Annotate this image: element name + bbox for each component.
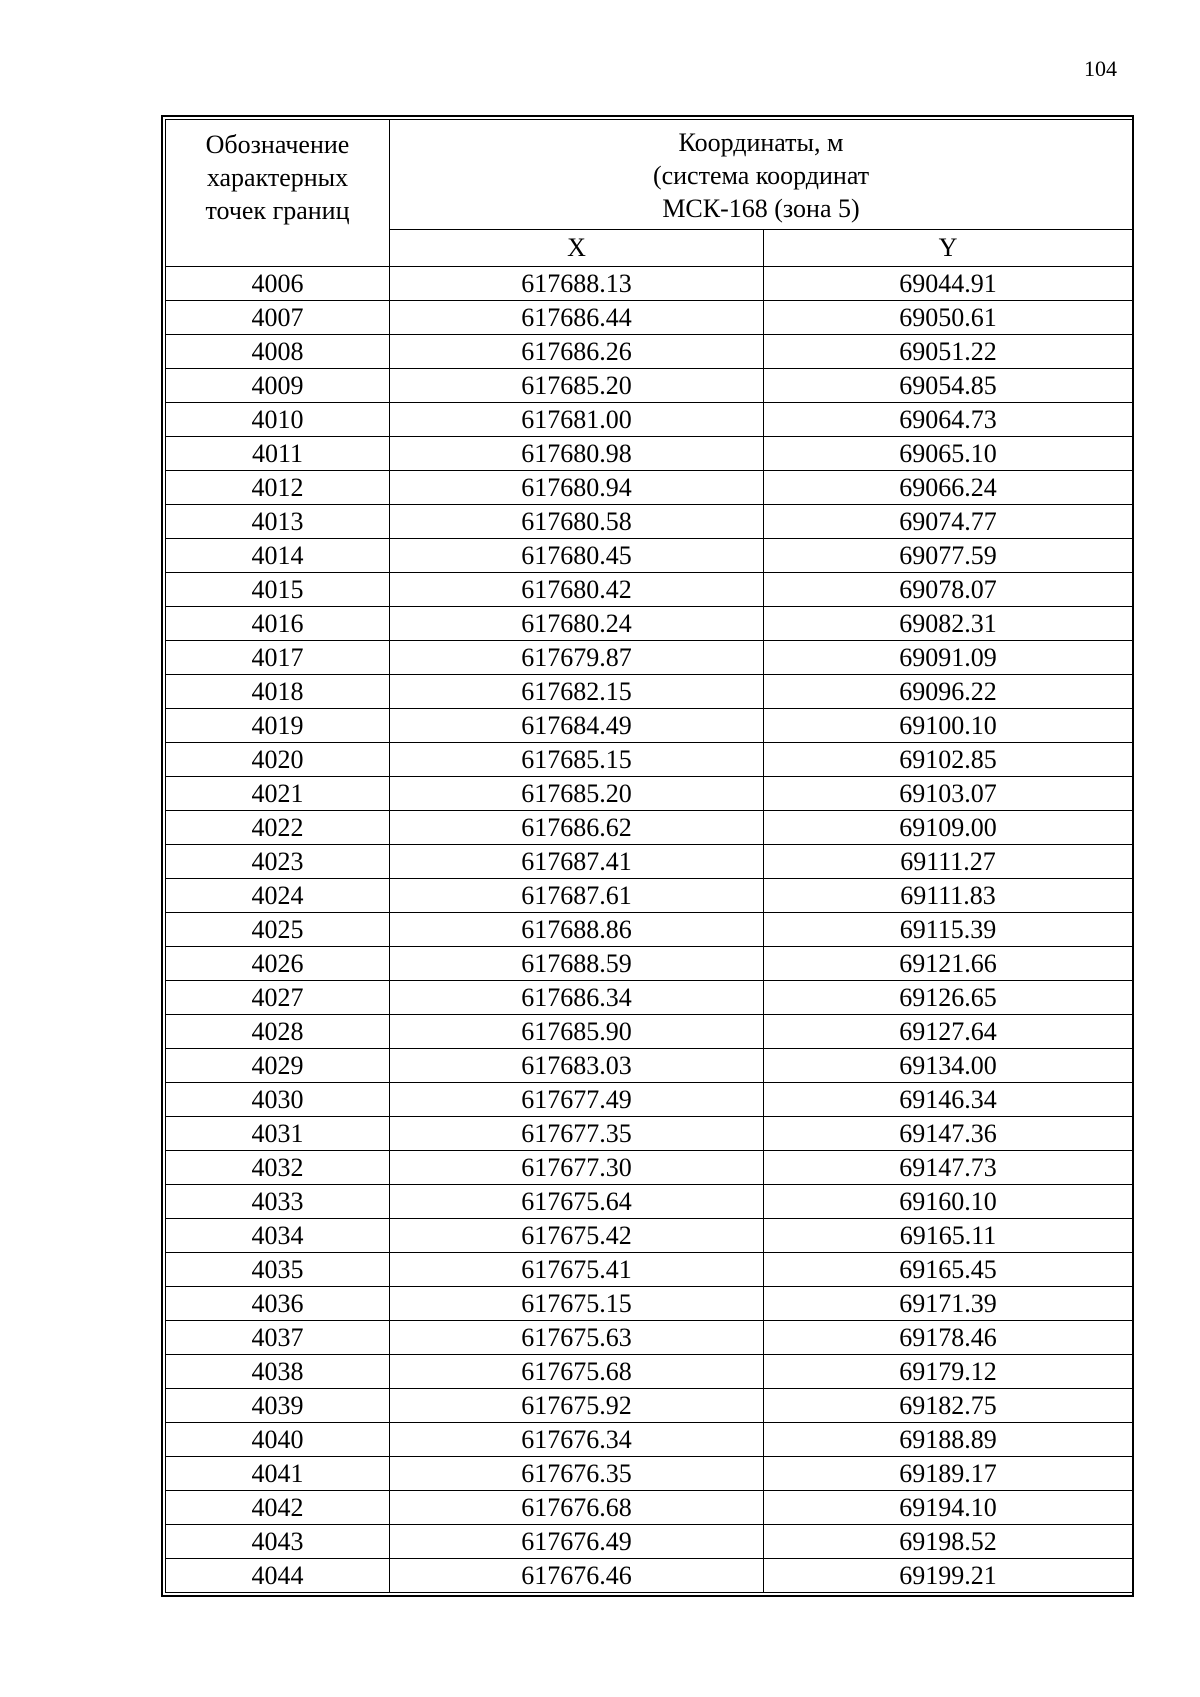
point-cell: 4043 — [166, 1525, 390, 1559]
table-row — [166, 1457, 1133, 1491]
table-row — [166, 1525, 1133, 1559]
x-cell: 617675.63 — [390, 1321, 764, 1355]
point-cell: 4010 — [166, 403, 390, 437]
x-cell: 617681.00 — [390, 403, 764, 437]
point-cell: 4044 — [166, 1559, 390, 1593]
coords-header-line: (система координат — [652, 161, 870, 190]
coordinates-table — [165, 119, 1133, 1593]
y-cell: 69146.34 — [764, 1083, 1133, 1117]
x-cell: 617687.61 — [390, 879, 764, 913]
point-cell: 4007 — [166, 301, 390, 335]
table-row — [166, 471, 1133, 505]
x-column-header: X — [390, 230, 764, 267]
y-cell: 69051.22 — [764, 335, 1133, 369]
y-cell: 69065.10 — [764, 437, 1133, 471]
x-cell: 617676.34 — [390, 1423, 764, 1457]
point-cell: 4011 — [166, 437, 390, 471]
point-cell: 4017 — [166, 641, 390, 675]
x-cell: 617676.46 — [390, 1559, 764, 1593]
x-cell: 617685.20 — [390, 777, 764, 811]
table-row — [166, 1015, 1133, 1049]
x-cell: 617685.90 — [390, 1015, 764, 1049]
table-row — [166, 1083, 1133, 1117]
point-cell: 4040 — [166, 1423, 390, 1457]
point-column-header — [166, 120, 390, 267]
coords-header-line: МСК-168 (зона 5) — [662, 194, 860, 223]
point-cell: 4024 — [166, 879, 390, 913]
table-row — [166, 607, 1133, 641]
table-row — [166, 1117, 1133, 1151]
table-row — [166, 1049, 1133, 1083]
y-cell: 69171.39 — [764, 1287, 1133, 1321]
table-row — [166, 369, 1133, 403]
x-cell: 617676.49 — [390, 1525, 764, 1559]
x-cell: 617677.30 — [390, 1151, 764, 1185]
x-cell: 617680.45 — [390, 539, 764, 573]
point-cell: 4036 — [166, 1287, 390, 1321]
point-cell: 4019 — [166, 709, 390, 743]
x-cell: 617686.62 — [390, 811, 764, 845]
point-cell: 4022 — [166, 811, 390, 845]
x-cell: 617686.26 — [390, 335, 764, 369]
table-row — [166, 1185, 1133, 1219]
y-cell: 69091.09 — [764, 641, 1133, 675]
y-cell: 69066.24 — [764, 471, 1133, 505]
y-cell: 69147.36 — [764, 1117, 1133, 1151]
page-number: 104 — [1084, 56, 1117, 81]
x-cell: 617684.49 — [390, 709, 764, 743]
x-cell: 617685.20 — [390, 369, 764, 403]
table-row — [166, 1355, 1133, 1389]
y-cell: 69160.10 — [764, 1185, 1133, 1219]
table-row — [166, 981, 1133, 1015]
x-cell: 617680.94 — [390, 471, 764, 505]
point-cell: 4034 — [166, 1219, 390, 1253]
point-cell: 4025 — [166, 913, 390, 947]
table-row — [166, 1321, 1133, 1355]
point-cell: 4030 — [166, 1083, 390, 1117]
table-row — [166, 335, 1133, 369]
y-cell: 69096.22 — [764, 675, 1133, 709]
y-cell: 69194.10 — [764, 1491, 1133, 1525]
point-cell: 4028 — [166, 1015, 390, 1049]
x-cell: 617685.15 — [390, 743, 764, 777]
y-cell: 69074.77 — [764, 505, 1133, 539]
point-cell: 4032 — [166, 1151, 390, 1185]
point-cell: 4037 — [166, 1321, 390, 1355]
point-cell: 4014 — [166, 539, 390, 573]
point-cell: 4018 — [166, 675, 390, 709]
table-row — [166, 879, 1133, 913]
y-cell: 69064.73 — [764, 403, 1133, 437]
point-cell: 4008 — [166, 335, 390, 369]
table-row — [166, 947, 1133, 981]
y-cell: 69078.07 — [764, 573, 1133, 607]
y-cell: 69189.17 — [764, 1457, 1133, 1491]
x-cell: 617679.87 — [390, 641, 764, 675]
y-cell: 69111.27 — [764, 845, 1133, 879]
table-row — [166, 539, 1133, 573]
table-row — [166, 1219, 1133, 1253]
y-cell: 69165.45 — [764, 1253, 1133, 1287]
point-cell: 4013 — [166, 505, 390, 539]
table-row — [166, 1559, 1133, 1593]
point-cell: 4016 — [166, 607, 390, 641]
y-cell: 69165.11 — [764, 1219, 1133, 1253]
x-cell: 617675.92 — [390, 1389, 764, 1423]
x-cell: 617677.35 — [390, 1117, 764, 1151]
y-cell: 69126.65 — [764, 981, 1133, 1015]
y-cell: 69134.00 — [764, 1049, 1133, 1083]
point-cell: 4020 — [166, 743, 390, 777]
table-row — [166, 1491, 1133, 1525]
y-cell: 69147.73 — [764, 1151, 1133, 1185]
point-cell: 4006 — [166, 267, 390, 301]
table-row — [166, 743, 1133, 777]
x-cell: 617687.41 — [390, 845, 764, 879]
x-cell: 617675.42 — [390, 1219, 764, 1253]
y-cell: 69198.52 — [764, 1525, 1133, 1559]
y-cell: 69188.89 — [764, 1423, 1133, 1457]
table-body — [166, 267, 1133, 1593]
table-row — [166, 845, 1133, 879]
table-row — [166, 267, 1133, 301]
x-cell: 617680.42 — [390, 573, 764, 607]
table-row — [166, 811, 1133, 845]
table-row — [166, 777, 1133, 811]
x-cell: 617686.44 — [390, 301, 764, 335]
x-cell: 617676.35 — [390, 1457, 764, 1491]
x-cell: 617688.86 — [390, 913, 764, 947]
table-row — [166, 505, 1133, 539]
point-cell: 4039 — [166, 1389, 390, 1423]
point-cell: 4035 — [166, 1253, 390, 1287]
x-cell: 617688.13 — [390, 267, 764, 301]
point-cell: 4023 — [166, 845, 390, 879]
table-row — [166, 709, 1133, 743]
point-cell: 4042 — [166, 1491, 390, 1525]
x-cell: 617680.24 — [390, 607, 764, 641]
coordinates-column-header — [390, 120, 1133, 230]
x-cell: 617682.15 — [390, 675, 764, 709]
point-cell: 4033 — [166, 1185, 390, 1219]
table-row — [166, 1389, 1133, 1423]
point-cell: 4031 — [166, 1117, 390, 1151]
x-cell: 617675.68 — [390, 1355, 764, 1389]
table-row — [166, 1151, 1133, 1185]
y-cell: 69103.07 — [764, 777, 1133, 811]
y-cell: 69077.59 — [764, 539, 1133, 573]
y-cell: 69182.75 — [764, 1389, 1133, 1423]
point-cell: 4012 — [166, 471, 390, 505]
point-cell: 4041 — [166, 1457, 390, 1491]
point-header-line: Обозначение — [205, 130, 350, 159]
x-cell: 617683.03 — [390, 1049, 764, 1083]
point-header-line: характерных — [206, 163, 349, 192]
table-row — [166, 403, 1133, 437]
x-cell: 617675.41 — [390, 1253, 764, 1287]
table-row — [166, 913, 1133, 947]
y-cell: 69111.83 — [764, 879, 1133, 913]
table-row — [166, 301, 1133, 335]
table-row — [166, 1423, 1133, 1457]
point-cell: 4026 — [166, 947, 390, 981]
x-cell: 617676.68 — [390, 1491, 764, 1525]
y-cell: 69044.91 — [764, 267, 1133, 301]
y-cell: 69115.39 — [764, 913, 1133, 947]
table-row — [166, 675, 1133, 709]
y-cell: 69102.85 — [764, 743, 1133, 777]
y-cell: 69050.61 — [764, 301, 1133, 335]
table-row — [166, 1253, 1133, 1287]
y-cell: 69121.66 — [764, 947, 1133, 981]
y-column-header: Y — [764, 230, 1133, 267]
point-cell: 4038 — [166, 1355, 390, 1389]
table-row — [166, 1287, 1133, 1321]
coords-header-line: Координаты, м — [678, 128, 844, 157]
x-cell: 617675.64 — [390, 1185, 764, 1219]
x-cell: 617677.49 — [390, 1083, 764, 1117]
point-header-line: точек границ — [205, 196, 350, 225]
x-cell: 617680.58 — [390, 505, 764, 539]
y-cell: 69199.21 — [764, 1559, 1133, 1593]
point-cell: 4015 — [166, 573, 390, 607]
x-cell: 617688.59 — [390, 947, 764, 981]
point-cell: 4027 — [166, 981, 390, 1015]
point-cell: 4009 — [166, 369, 390, 403]
table-row — [166, 437, 1133, 471]
y-cell: 69109.00 — [764, 811, 1133, 845]
x-cell: 617675.15 — [390, 1287, 764, 1321]
y-cell: 69100.10 — [764, 709, 1133, 743]
table-row — [166, 573, 1133, 607]
y-cell: 69054.85 — [764, 369, 1133, 403]
y-cell: 69178.46 — [764, 1321, 1133, 1355]
point-cell: 4021 — [166, 777, 390, 811]
y-cell: 69127.64 — [764, 1015, 1133, 1049]
x-cell: 617686.34 — [390, 981, 764, 1015]
x-cell: 617680.98 — [390, 437, 764, 471]
table-header — [166, 120, 1133, 267]
y-cell: 69082.31 — [764, 607, 1133, 641]
table-row — [166, 641, 1133, 675]
y-cell: 69179.12 — [764, 1355, 1133, 1389]
point-cell: 4029 — [166, 1049, 390, 1083]
coordinates-table-frame — [161, 115, 1134, 1597]
